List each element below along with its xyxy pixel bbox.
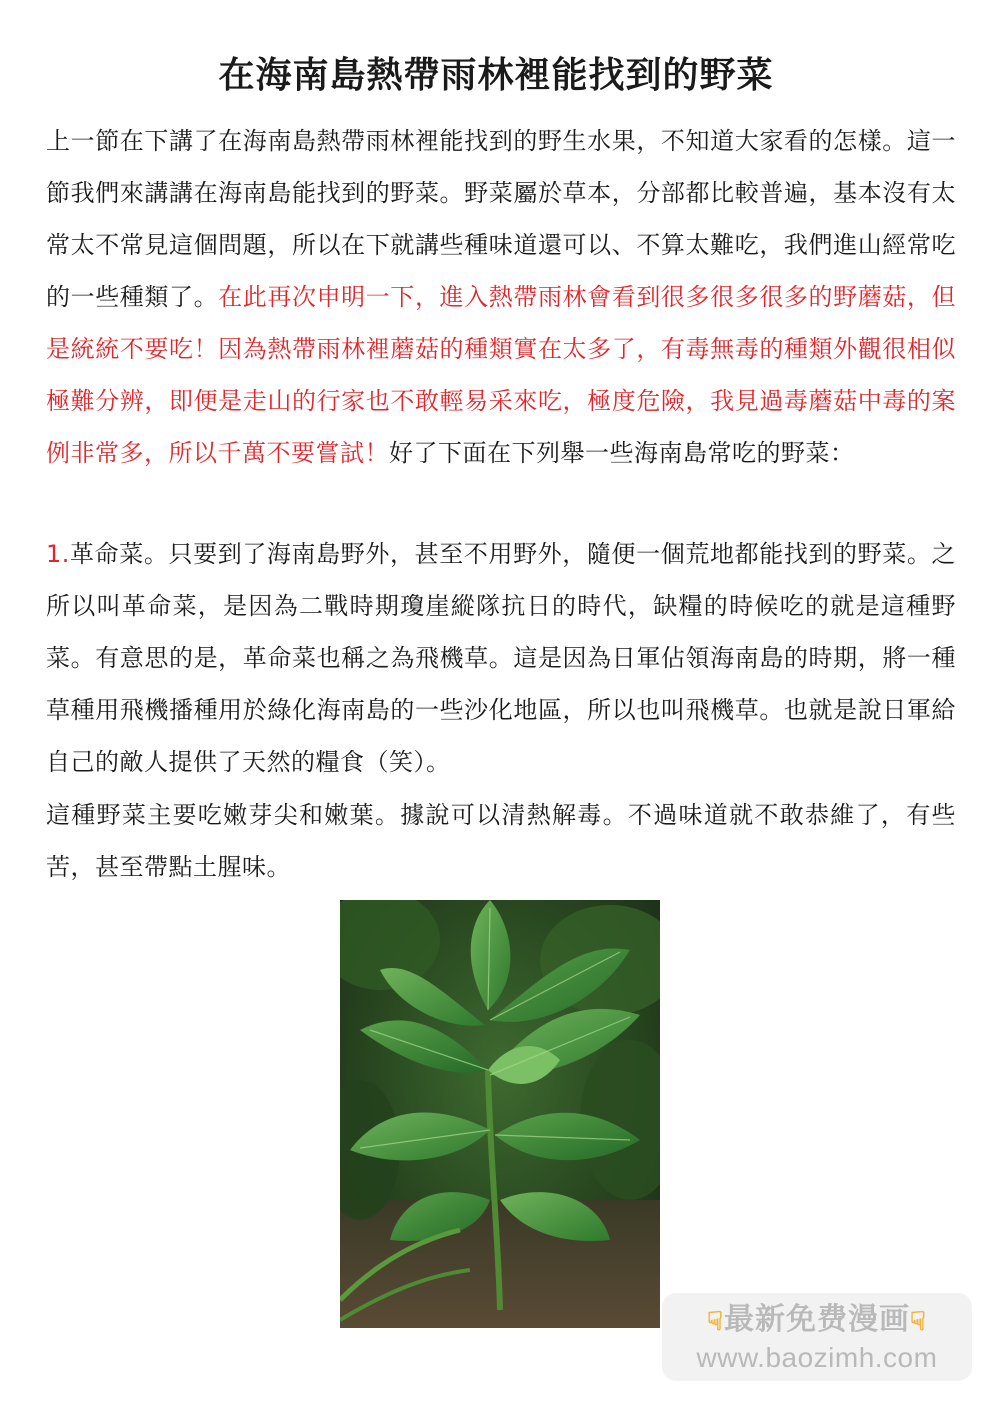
item-1-paragraph <box>46 528 956 788</box>
item-number: 1. <box>46 540 70 568</box>
watermark <box>662 1293 972 1381</box>
watermark-line-2: www.baozimh.com <box>696 1342 938 1373</box>
intro-text: 上一節在下講了在海南島熱帶雨林裡能找到的野生水果，不知道大家看的怎樣。這一節我們來講講在海南島能找到的野菜。野菜屬於草本，分部都比較普遍，基本沒有太常太不常見這個問題，所以在下就講些種味道還可以、不算太難吃，我們進山經常吃的一些種類了。 <box>46 127 956 311</box>
item-1-text: 革命菜。只要到了海南島野外，甚至不用野外，隨便一個荒地都能找到的野菜。之所以叫革命菜，是因為二戰時期瓊崖縱隊抗日的時代，缺糧的時候吃的就是這種野菜。有意思的是，革命菜也稱之為飛機草。這是因為日軍佔領海南島的時期，將一種草種用飛機播種用於綠化海南島的一些沙化地區，所以也叫飛機草。也就是說日軍給自己的敵人提供了天然的糧食（笑）。 <box>46 540 956 776</box>
pointing-down-hand-icon: ☟ <box>707 1306 724 1337</box>
item-1-note: 這種野菜主要吃嫩芽尖和嫩葉。據說可以清熱解毒。不過味道就不敢恭維了，有些苦，甚至帶點土腥味。 <box>46 801 956 881</box>
page-title: 在海南島熱帶雨林裡能找到的野菜 <box>218 55 774 96</box>
plant-photo <box>340 900 660 1328</box>
mushroom-warning: 在此再次申明一下，進入熱帶雨林會看到很多很多很多的野蘑菇，但是統統不要吃！因為熱帶雨林裡蘑菇的種類實在太多了，有毒無毒的種類外觀很相似極難分辨，即便是走山的行家也不敢輕易采來吃，極度危險，我見過毒蘑菇中毒的案例非常多，所以千萬不要嘗試！ <box>46 283 957 467</box>
pointing-down-hand-icon: ☟ <box>910 1306 927 1337</box>
watermark-line-1: 最新免费漫画 <box>724 1303 910 1336</box>
intro-paragraph <box>46 115 956 479</box>
intro-continuation: 好了下面在下列舉一些海南島常吃的野菜： <box>389 439 855 467</box>
